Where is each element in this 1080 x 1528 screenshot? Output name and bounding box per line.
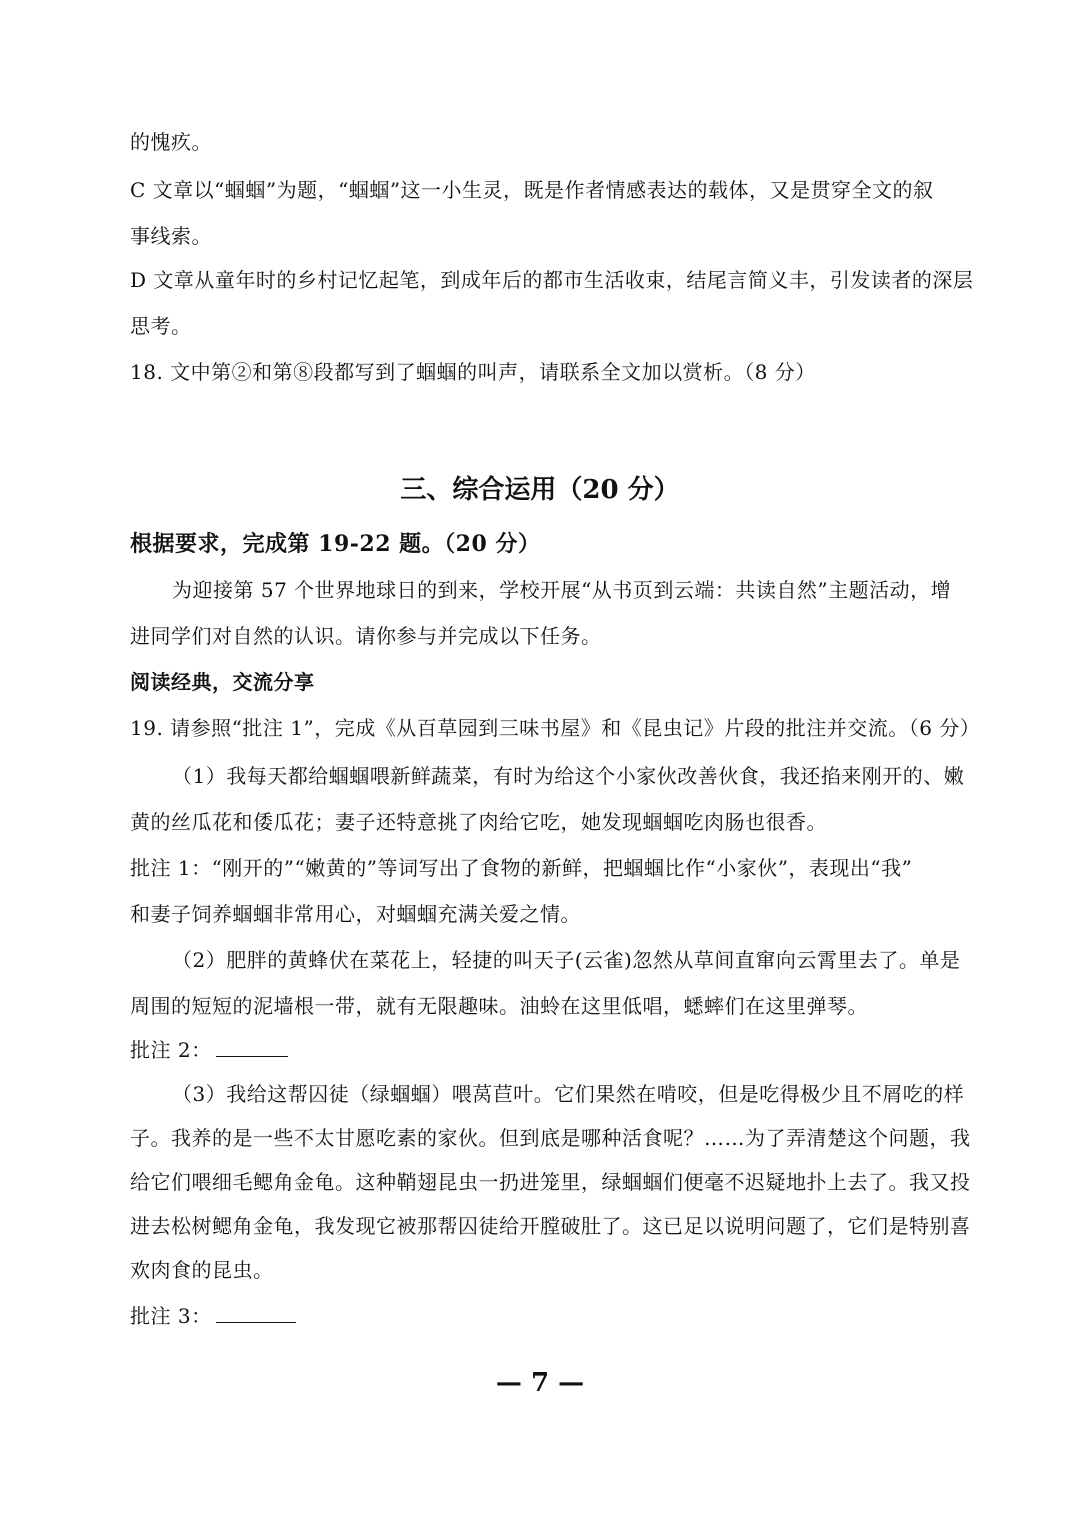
excerpt-3-line: 子。我养的是一些不太甘愿吃素的家伙。但到底是哪种活食呢？……为了弄清楚这个问题，我 (130, 1126, 971, 1150)
text-line: 事线索。 (130, 224, 212, 248)
excerpt-2-line: （2）肥胖的黄蜂伏在菜花上，轻捷的叫天子(云雀)忽然从草间直窜向云霄里去了。单是 (172, 948, 961, 972)
excerpt-3-line: 欢肉食的昆虫。 (130, 1258, 274, 1282)
intro-line: 进同学们对自然的认识。请你参与并完成以下任务。 (130, 624, 602, 648)
note-1-line: 和妻子饲养蝈蝈非常用心，对蝈蝈充满关爱之情。 (130, 902, 581, 926)
note-3-row (130, 1302, 970, 1330)
excerpt-3-line: 进去松树鳃角金龟，我发现它被那帮囚徒给开膛破肚了。这已足以说明问题了，它们是特别喜 (130, 1214, 971, 1238)
note-2-answer-blank[interactable] (216, 1036, 288, 1057)
excerpt-2-line: 周围的短短的泥墙根一带，就有无限趣味。油蛉在这里低唱，蟋蟀们在这里弹琴。 (130, 994, 868, 1018)
note-3-answer-blank[interactable] (216, 1302, 296, 1323)
intro-line: 为迎接第 57 个世界地球日的到来，学校开展“从书页到云端：共读自然”主题活动，增 (172, 578, 952, 602)
note-3-label: 批注 3： (130, 1304, 212, 1328)
section-title: 三、综合运用（20 分） (400, 475, 680, 505)
note-1-line: 批注 1：“刚开的”“嫩黄的”等词写出了食物的新鲜，把蝈蝈比作“小家伙”，表现出“我” (130, 856, 913, 880)
question-19: 19. 请参照“批注 1”，完成《从百草园到三味书屋》和《昆虫记》片段的批注并交流。（6 分） (130, 716, 981, 740)
section-instruction: 根据要求，完成第 19-22 题。（20 分） (130, 531, 541, 557)
text-line: 的愧疚。 (130, 130, 212, 154)
excerpt-1-line: （1）我每天都给蝈蝈喂新鲜蔬菜，有时为给这个小家伙改善伙食，我还掐来刚开的、嫩 (172, 764, 965, 788)
excerpt-3-line: 给它们喂细毛鳃角金龟。这种鞘翅昆虫一扔进笼里，绿蝈蝈们便毫不迟疑地扑上去了。我又投 (130, 1170, 971, 1194)
excerpt-1-line: 黄的丝瓜花和倭瓜花；妻子还特意挑了肉给它吃，她发现蝈蝈吃肉肠也很香。 (130, 810, 827, 834)
text-line: 思考。 (130, 314, 192, 338)
question-18: 18. 文中第②和第⑧段都写到了蝈蝈的叫声，请联系全文加以赏析。（8 分） (130, 360, 816, 384)
note-2-label: 批注 2： (130, 1038, 212, 1062)
page-number: — 7 — (495, 1368, 585, 1398)
excerpt-3-line: （3）我给这帮囚徒（绿蝈蝈）喂莴苣叶。它们果然在啃咬，但是吃得极少且不屑吃的样 (172, 1082, 965, 1106)
option-c-line: C 文章以“蝈蝈”为题，“蝈蝈”这一小生灵，既是作者情感表达的载体，又是贯穿全文的叙 (130, 178, 934, 202)
note-2-row (130, 1036, 970, 1064)
option-d-line: D 文章从童年时的乡村记忆起笔，到成年后的都市生活收束，结尾言简义丰，引发读者的深层 (130, 268, 974, 292)
task-heading: 阅读经典，交流分享 (130, 670, 315, 694)
